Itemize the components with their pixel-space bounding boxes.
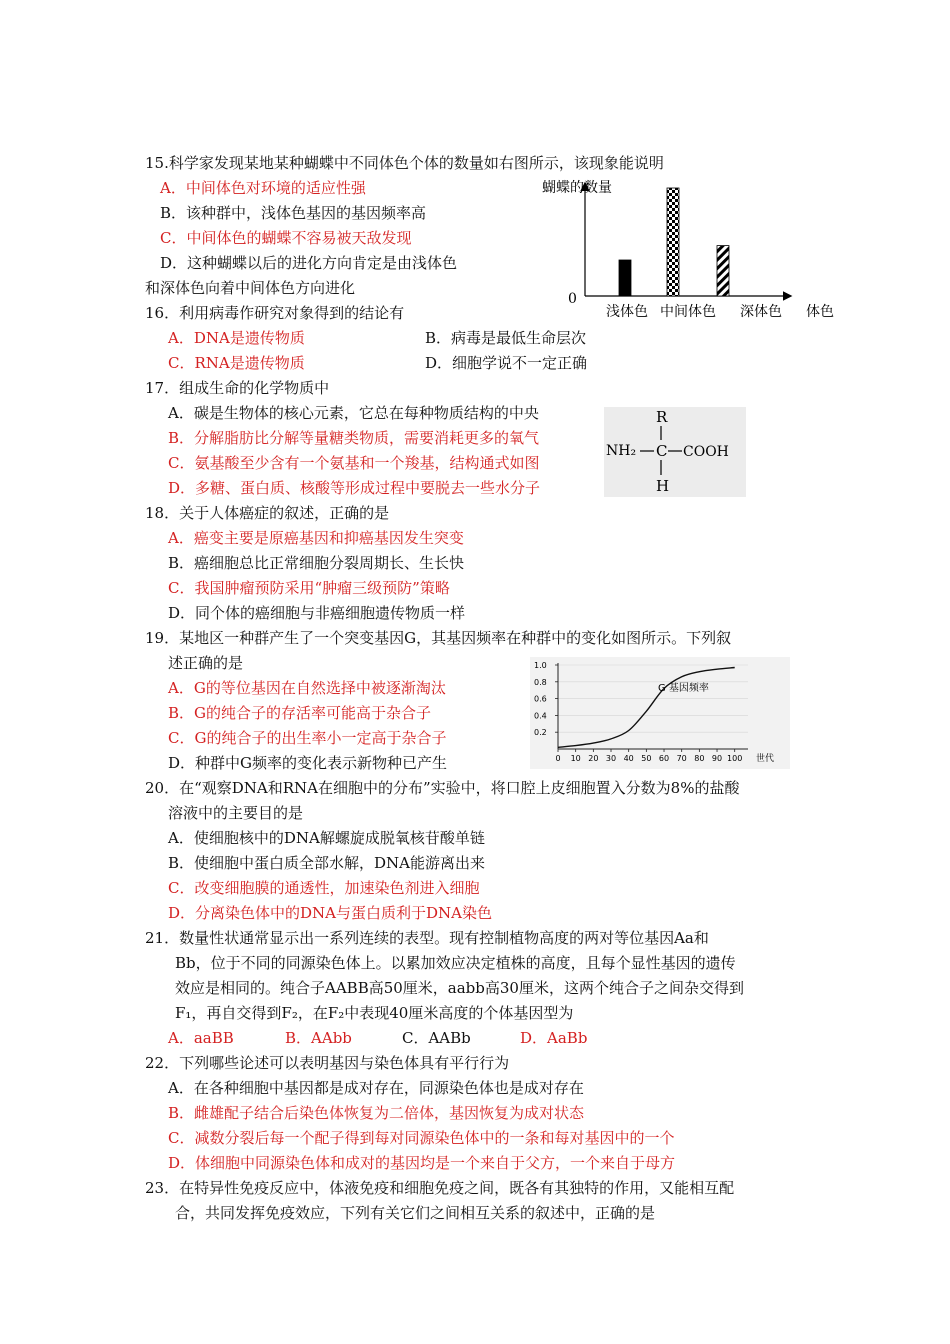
q21-option-b: B．AAbb (285, 1029, 352, 1047)
q22-option-d: D．体细胞中同源染色体和成对的基因均是一个来自于父方，一个来自于母方 (168, 1154, 676, 1172)
gene-y-tick-label: 1.0 (534, 661, 547, 670)
gene-x-tick-label: 0 (555, 754, 561, 763)
q23-stem-cont: 合，共同发挥免疫效应，下列有关它们之间相互关系的叙述中，正确的是 (175, 1204, 656, 1222)
q18-option-d: D．同个体的癌细胞与非癌细胞遗传物质一样 (168, 604, 466, 622)
gene-y-tick-label: 0.6 (534, 694, 547, 704)
q17-option-d: D．多糖、蛋白质、核酸等形成过程中要脱去一些水分子 (168, 479, 541, 497)
q21-stem-line4: F₁，再自交得到F₂，在F₂中表现40厘米高度的个体基因型为 (175, 1004, 574, 1022)
q17-option-c: C．氨基酸至少含有一个氨基和一个羧基，结构通式如图 (168, 454, 540, 472)
formula-c: C (656, 442, 668, 460)
q20-stem: 20．在“观察DNA和RNA在细胞中的分布”实验中，将口腔上皮细胞置入分数为8%的盐酸 (145, 779, 740, 797)
gene-x-tick-label: 50 (641, 754, 652, 763)
q18-option-c: C．我国肿瘤预防采用“肿瘤三级预防”策略 (168, 579, 450, 597)
butterfly-x-label: 体色 (806, 304, 834, 320)
formula-nh2: NH₂ (606, 443, 637, 459)
formula-h: H (656, 477, 670, 495)
q19-stem: 19．某地区一种群产生了一个突变基因G，其基因频率在种群中的变化如图所示。下列叙 (145, 629, 732, 647)
q15-stem: 15.科学家发现某地某种蝴蝶中不同体色个体的数量如右图所示，该现象能说明 (145, 154, 664, 172)
gene-y-tick-label: 0.4 (534, 711, 547, 721)
butterfly-y-label: 蝴蝶的数量 (542, 180, 612, 196)
q19-stem-cont: 述正确的是 (168, 654, 244, 672)
q15-option-c: C．中间体色的蝴蝶不容易被天敌发现 (160, 229, 412, 247)
gene-x-tick-label: 90 (711, 754, 723, 763)
butterfly-category-label: 中间体色 (660, 304, 716, 320)
gene-x-tick-label: 100 (727, 754, 743, 763)
q16-option-d: D．细胞学说不一定正确 (425, 354, 588, 372)
q19-option-d: D．种群中G频率的变化表示新物种已产生 (168, 754, 448, 772)
butterfly-category-label: 深体色 (740, 304, 782, 320)
q16-option-b: B．病毒是最低生命层次 (425, 329, 587, 347)
q21-stem-line2: Bb，位于不同的同源染色体上。以累加效应决定植株的高度，且每个显性基因的遗传 (175, 954, 736, 972)
q19-option-c: C．G的纯合子的出生率小一定高于杂合子 (168, 729, 447, 747)
q22-option-b: B．雌雄配子结合后染色体恢复为二倍体，基因恢复为成对状态 (168, 1104, 585, 1122)
q20-option-c: C．改变细胞膜的通透性，加速染色剂进入细胞 (168, 879, 480, 897)
q23-stem: 23．在特异性免疫反应中，体液免疫和细胞免疫之间，既各有其独特的作用，又能相互配 (145, 1179, 735, 1197)
q15-option-a: A．中间体色对环境的适应性强 (160, 179, 366, 197)
gene-x-tick-label: 60 (658, 754, 670, 763)
q20-option-d: D．分离染色体中的DNA与蛋白质利于DNA染色 (168, 904, 492, 922)
gene-x-tick-label: 70 (676, 754, 687, 763)
q17-stem: 17．组成生命的化学物质中 (145, 379, 330, 397)
gene-x-tick-label: 40 (623, 754, 634, 763)
gene-frequency-line-chart (530, 657, 790, 769)
q21-stem-line3: 效应是相同的。纯合子AABB高50厘米，aabb高30厘米，这两个纯合子之间杂交得到 (175, 979, 744, 997)
butterfly-category-label: 浅体色 (606, 304, 648, 320)
q17-option-b: B．分解脂肪比分解等量糖类物质，需要消耗更多的氧气 (168, 429, 540, 447)
q15-option-d: D．这种蝴蝶以后的进化方向肯定是由浅体色 (160, 254, 458, 272)
gene-x-label: 世代 (756, 754, 775, 764)
gene-x-tick-label: 20 (588, 754, 599, 763)
gene-x-tick-label: 10 (570, 754, 581, 763)
butterfly-bar-1 (619, 260, 631, 296)
q20-stem-cont: 溶液中的主要目的是 (168, 804, 304, 822)
butterfly-bar-2 (667, 188, 679, 296)
q18-stem: 18．关于人体癌症的叙述，正确的是 (145, 504, 390, 522)
q15-option-b: B．该种群中，浅体色基因的基因频率高 (160, 204, 427, 222)
q22-stem: 22．下列哪些论述可以表明基因与染色体具有平行行为 (145, 1054, 510, 1072)
butterfly-bar-chart (540, 172, 840, 327)
q18-option-a: A．癌变主要是原癌基因和抑癌基因发生突变 (168, 529, 464, 547)
q22-option-a: A．在各种细胞中基因都是成对存在，同源染色体也是成对存在 (168, 1079, 584, 1097)
q19-option-a: A．G的等位基因在自然选择中被逐渐淘汰 (168, 679, 446, 697)
gene-y-tick-label: 0.8 (534, 677, 547, 687)
q15-option-d-cont: 和深体色向着中间体色方向进化 (145, 279, 356, 297)
q18-option-b: B．癌细胞总比正常细胞分裂周期长、生长快 (168, 554, 465, 572)
q22-option-c: C．减数分裂后每一个配子得到每对同源染色体中的一条和每对基因中的一个 (168, 1129, 675, 1147)
gene-x-tick-label: 30 (605, 754, 617, 763)
gene-x-tick-label: 80 (694, 754, 705, 763)
q19-option-b: B．G的纯合子的存活率可能高于杂合子 (168, 704, 432, 722)
q16-stem: 16．利用病毒作研究对象得到的结论有 (145, 304, 405, 322)
amino-acid-formula (604, 407, 746, 497)
formula-r: R (656, 408, 668, 426)
gene-series-label: G 基因频率 (658, 683, 709, 694)
q21-option-a: A．aaBB (168, 1029, 234, 1047)
butterfly-origin: 0 (568, 291, 577, 307)
gene-y-tick-label: 0.2 (534, 728, 547, 738)
q21-option-d: D．AaBb (520, 1029, 588, 1047)
q21-stem: 21．数量性状通常显示出一系列连续的表型。现有控制植物高度的两对等位基因Aa和 (145, 929, 709, 947)
formula-cooh: COOH (683, 444, 729, 460)
q20-option-b: B．使细胞中蛋白质全部水解，DNA能游离出来 (168, 854, 486, 872)
q16-option-a: A．DNA是遗传物质 (168, 329, 305, 347)
butterfly-bar-3 (717, 246, 729, 296)
q16-option-c: C．RNA是遗传物质 (168, 354, 305, 372)
q17-option-a: A．碳是生物体的核心元素，它总在每种物质结构的中央 (168, 404, 539, 422)
q21-option-c: C．AABb (402, 1029, 471, 1047)
q20-option-a: A．使细胞核中的DNA解螺旋成脱氧核苷酸单链 (168, 829, 485, 847)
